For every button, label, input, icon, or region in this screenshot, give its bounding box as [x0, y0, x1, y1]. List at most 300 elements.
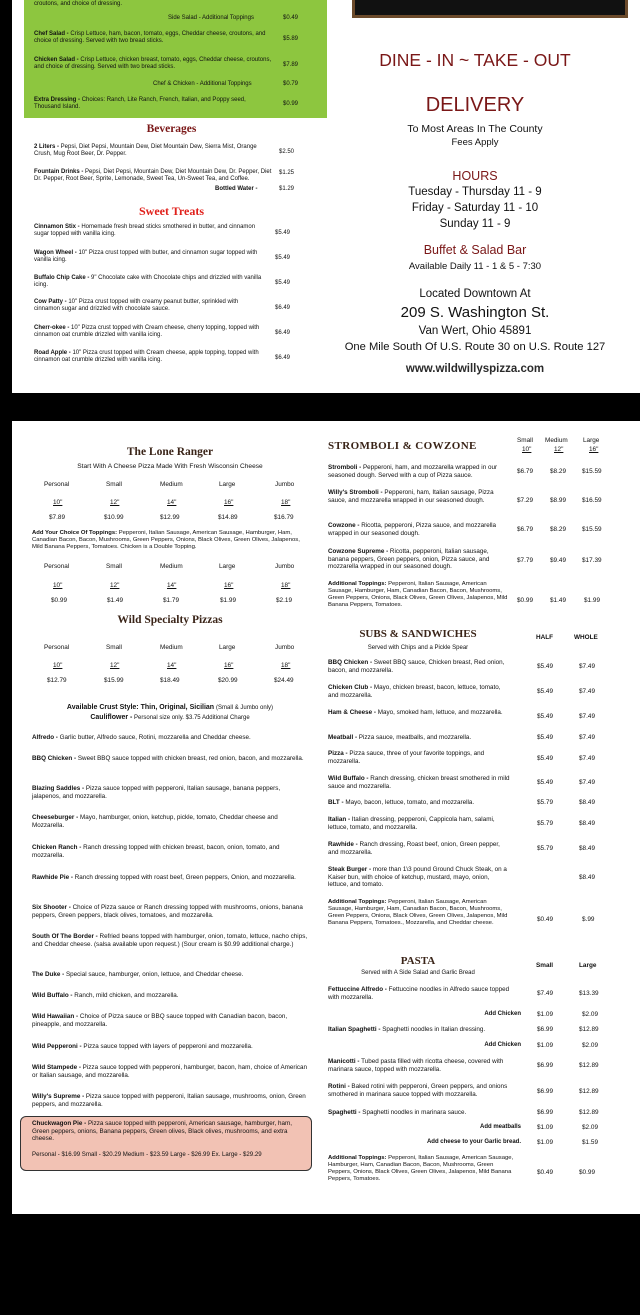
specialty-item	[32, 1013, 308, 1028]
treat-price: $5.49	[275, 280, 291, 286]
sub-item	[328, 866, 510, 889]
inch-small: 12"	[110, 582, 120, 589]
strom-col-small: Small	[517, 437, 533, 444]
strom-price-small: $6.79	[517, 526, 533, 533]
sub-item	[328, 684, 510, 699]
add-chicken-label: Add Chicken	[484, 1011, 521, 1017]
extra-dressing-price: $0.99	[283, 101, 299, 107]
size-medium: Medium	[160, 481, 183, 488]
specialty-desc: Pizza sauce topped with pepperoni, Italian sausage, banana peppers, jalapenos, and mozzarella.	[32, 785, 281, 800]
sub-name: Chicken Club -	[328, 684, 373, 691]
size-large: Large	[219, 644, 236, 651]
inch-medium: 14"	[167, 662, 177, 669]
strom-price-large: $15.59	[582, 468, 602, 475]
strom-name: Willy's Stromboli -	[328, 489, 383, 496]
topping-price-jumbo: $2.19	[276, 597, 292, 604]
liters-desc: Pepsi, Diet Pepsi, Mountain Dew, Diet Mountain Dew, Sierra Mist, Orange Crush, Mug Root Beer, Dr. Pepper.	[34, 144, 257, 157]
specialty-desc: Pizza sauce topped with layers of pepperoni and mozzarella.	[81, 1043, 253, 1050]
sub-item	[328, 775, 510, 790]
sub-desc: Italian dressing, pepperoni, Cappicola ham, salami, lettuce, tomato, and mozzarella.	[328, 816, 495, 831]
extra-dressing-name: Extra Dressing -	[34, 97, 81, 103]
sub-item	[328, 799, 510, 807]
add-chicken-large: $2.09	[582, 1011, 598, 1018]
inch-large: 16"	[224, 582, 234, 589]
sub-half-price: $5.49	[537, 779, 553, 786]
subs-half-label: HALF	[536, 634, 554, 641]
sub-half-price: $5.49	[537, 663, 553, 670]
sub-desc: more than 1\3 pound Ground Chuck Steak, on a Kaiser bun, with choice of ketchup, mustard, mayo, onion, lettuce, and tomato.	[328, 866, 507, 889]
add-chicken-large: $2.09	[582, 1042, 598, 1049]
treat-name: Buffalo Chip Cake -	[34, 275, 90, 281]
specialty-name: Cheeseburger -	[32, 814, 79, 821]
specialty-item	[32, 874, 308, 882]
sub-item	[328, 841, 510, 856]
lone-ranger-title: The Lone Ranger	[126, 446, 214, 458]
specialty-item	[32, 1043, 308, 1051]
specialty-item	[32, 933, 308, 948]
fountain-price: $1.25	[279, 170, 295, 176]
sub-whole-price: $.99	[582, 916, 595, 923]
specialty-desc: Special sauce, hamburger, onion, lettuce, and Cheddar cheese.	[64, 971, 244, 978]
price-jumbo: $16.79	[274, 514, 294, 521]
treat-price: $5.49	[275, 230, 291, 236]
sub-name: Italian -	[328, 816, 351, 823]
sub-name: Ham & Cheese -	[328, 709, 376, 716]
specialty-name: Willy's Supreme -	[32, 1093, 85, 1100]
hours-fri-sat: Friday - Saturday 11 - 10	[411, 202, 539, 214]
chuckwagon-prices: Personal - $16.99 Small - $20.29 Medium - $23.59 Large - $26.99 Ex. Large - $29.29	[32, 1151, 262, 1158]
strom-name: Additional Toppings:	[328, 581, 387, 587]
specialty-desc: Garlic butter, Alfredo sauce, Rotini, mozzarella and Cheddar cheese.	[57, 734, 251, 741]
pasta-small-label: Small	[536, 962, 554, 969]
wild-price-medium: $18.49	[160, 677, 180, 684]
side-salad-label: Side Salad - Additional Toppings	[168, 15, 254, 21]
city-address: Van Wert, Ohio 45891	[418, 325, 532, 337]
sub-name: BBQ Chicken -	[328, 659, 373, 666]
pasta-name: Rotini -	[328, 1083, 350, 1090]
specialty-desc: Sweet BBQ sauce topped with chicken breast, red onion, bacon, and mozzarella.	[76, 755, 304, 762]
pasta-item	[328, 1083, 518, 1098]
inch-personal: 10"	[53, 499, 63, 506]
side-salad-price: $0.49	[283, 15, 299, 21]
sub-half-price: $0.49	[537, 916, 553, 923]
inch-personal: 10"	[53, 582, 63, 589]
treat-desc: 9" Chocolate cake with Chocolate chips and drizzled with vanilla icing.	[34, 275, 262, 288]
treat-name: Wagon Wheel -	[34, 250, 77, 256]
salad-fragment: croutons, and choice of dressing.	[34, 1, 123, 7]
strom-price-small: $6.79	[517, 468, 533, 475]
sub-item	[328, 750, 510, 765]
specialty-name: Wild Stampede -	[32, 1064, 81, 1071]
strom-desc: Pepperoni, ham, and mozzarella wrapped in our seasoned dough. Served with a cup of Pizza sauce.	[328, 464, 498, 479]
wild-price-personal: $12.79	[47, 677, 67, 684]
sub-whole-price: $7.49	[579, 688, 595, 695]
strom-desc: Pepperoni, Italian Sausage, American Sausage, Hamburger, Ham, Canadian Bacon, Bacon, Mushrooms, Green Peppers, Onions, Black Olives, Green Olives, Jalapenos, Mild Banana Peppers, Tomatoes.	[328, 581, 508, 608]
extra-dressing-desc: Choices: Ranch, Lite Ranch, French, Italian, and Poppy seed, Thousand Island.	[34, 97, 246, 110]
pasta-price-large: $12.89	[579, 1026, 599, 1033]
treat-price: $6.49	[275, 330, 291, 336]
pasta-item	[328, 986, 518, 1001]
sub-whole-price: $7.49	[579, 755, 595, 762]
garlic-bread-large: $1.59	[582, 1139, 598, 1146]
topping-price-medium: $1.79	[163, 597, 179, 604]
cauliflower-note: Personal size only. $3.75 Additional Charge	[132, 715, 250, 721]
strom-price-small: $0.99	[517, 597, 533, 604]
pasta-price-large: $12.89	[579, 1109, 599, 1116]
strom-name: Cowzone -	[328, 522, 360, 529]
strom-item	[328, 581, 508, 609]
inch-small: 12"	[110, 662, 120, 669]
specialty-name: Six Shooter -	[32, 904, 71, 911]
specialty-desc: Choice of Pizza sauce or BBQ sauce topped with Canadian bacon, bacon, pineapple, and mozzarella.	[32, 1013, 288, 1028]
size-jumbo: Jumbo	[275, 563, 295, 570]
pasta-desc: Spaghetti noodles in marinara sauce.	[360, 1109, 467, 1116]
pasta-topping-large: $0.99	[579, 1169, 595, 1176]
sub-half-price: $5.79	[537, 820, 553, 827]
topping-price-personal: $0.99	[51, 597, 67, 604]
treat-name: Cherr-okee -	[34, 325, 70, 331]
chef-salad-price: $5.89	[283, 36, 299, 42]
hours-tue-thu: Tuesday - Thursday 11 - 9	[408, 186, 542, 198]
dine-take-out: DINE - IN ~ TAKE - OUT	[379, 50, 571, 70]
pasta-price-small: $6.99	[537, 1088, 553, 1095]
sub-whole-price: $8.49	[579, 820, 595, 827]
sub-whole-price: $8.49	[579, 845, 595, 852]
specialty-name: South Of The Border -	[32, 933, 98, 940]
hours-title: HOURS	[452, 169, 498, 183]
strom-col-large: Large	[583, 437, 600, 444]
strom-item	[328, 464, 508, 479]
strom-item	[328, 489, 508, 504]
size-small: Small	[106, 563, 122, 570]
route-directions: One Mile South Of U.S. Route 30 on U.S. Route 127	[344, 341, 606, 353]
chuckwagon-desc: Pizza sauce topped with pepperoni, American sausage, hamburger, ham, Green peppers, onions, Banana peppers, Green olives, Black olives, mushrooms, and extra cheese.	[32, 1120, 293, 1143]
treat-desc: 10" Pizza crust topped with Cream cheese, cherry topping, topped with cinnamon oat crumble drizzled with vanilla icing.	[34, 325, 260, 338]
treat-name: Cinnamon Stix -	[34, 224, 80, 230]
crust-style-note: (Small & Jumbo only)	[216, 705, 274, 711]
strom-name: Stromboli -	[328, 464, 362, 471]
specialty-desc: Pizza sauce topped with pepperoni, hamburger, bacon, ham, choice of American or Italian sausage, and mozzarella.	[32, 1064, 308, 1079]
toppings-desc: Pepperoni, Italian Sausage, American Sausage, Hamburger, Ham, Canadian Bacon, Bacon, Mushrooms, Green Peppers, Onions, Black Olives, Green Olives, Jalapenos, Mild Banana Peppers, Tomatoes. Chicken is a Double Topping.	[32, 530, 300, 550]
pasta-desc: Baked rotini with pepperoni, Green peppers, and onions smothered in marinara sauce topped with mozzarella.	[328, 1083, 508, 1098]
sub-whole-price: $7.49	[579, 713, 595, 720]
pasta-price-large: $13.39	[579, 990, 599, 997]
delivery-area: To Most Areas In The County	[407, 123, 543, 135]
delivery-title: DELIVERY	[425, 94, 525, 116]
inch-large: 16"	[224, 662, 234, 669]
cauliflower-label: Cauliflower -	[90, 714, 133, 721]
treat-price: $5.49	[275, 255, 291, 261]
pasta-item	[328, 1058, 518, 1073]
pasta-desc: Fettuccine noodles in Alfredo sauce topped with mozzarella.	[328, 986, 510, 1001]
delivery-fees: Fees Apply	[451, 137, 499, 148]
strom-price-small: $7.29	[517, 497, 533, 504]
sub-name: Meatball -	[328, 734, 358, 741]
strom-desc: Ricotta, pepperoni, Pizza sauce, and mozzarella wrapped in our seasoned dough.	[328, 522, 496, 537]
chicken-salad-name: Chicken Salad -	[34, 57, 79, 63]
pasta-price-small: $6.99	[537, 1062, 553, 1069]
size-small: Small	[106, 481, 122, 488]
specialty-name: The Duke -	[32, 971, 65, 978]
pasta-price-large: $12.89	[579, 1088, 599, 1095]
pasta-name: Additional Toppings:	[328, 1155, 387, 1161]
strom-price-large: $15.59	[582, 526, 602, 533]
sub-desc: Mayo, smoked ham, lettuce, and mozzarella.	[375, 709, 503, 716]
topping-price-small: $1.49	[107, 597, 123, 604]
sub-half-price: $5.49	[537, 688, 553, 695]
toppings-item	[32, 530, 310, 551]
chicken-salad-price: $7.89	[283, 62, 299, 68]
sub-name: Additional Toppings:	[328, 899, 387, 905]
sub-desc: Mayo, chicken breast, bacon, lettuce, tomato, and mozzarella.	[328, 684, 501, 699]
strom-price-large: $16.59	[582, 497, 602, 504]
beverages-title: Beverages	[146, 123, 197, 135]
add-chicken-small: $1.09	[537, 1042, 553, 1049]
cauliflower-option	[30, 714, 310, 721]
treat-name: Road Apple -	[34, 350, 71, 356]
inch-medium: 14"	[167, 582, 177, 589]
price-personal: $7.89	[49, 514, 65, 521]
specialty-name: Blazing Saddles -	[32, 785, 85, 792]
sub-item	[328, 734, 510, 742]
sub-half-price: $5.79	[537, 799, 553, 806]
pasta-name: Manicotti -	[328, 1058, 360, 1065]
size-personal: Personal	[44, 563, 70, 570]
specialty-desc: Mayo, hamburger, onion, ketchup, pickle, tomato, Cheddar cheese and Mozzarella.	[32, 814, 278, 829]
sub-whole-price: $7.49	[579, 734, 595, 741]
treat-desc: Homemade fresh bread sticks smothered in butter, and cinnamon sugar topped with vanilla icing.	[34, 224, 256, 237]
treat-price: $6.49	[275, 355, 291, 361]
add-chicken-small: $1.09	[537, 1011, 553, 1018]
add-chicken-label: Add Chicken	[484, 1042, 521, 1048]
pasta-name: Fettuccine Alfredo -	[328, 986, 387, 993]
chef-salad-desc: Crisp Lettuce, ham, bacon, tomato, eggs, Cheddar cheese, croutons, and choice of dressing. Served with two bread sticks.	[34, 31, 266, 44]
lone-ranger-sub: Start With A Cheese Pizza Made With Fresh Wisconsin Cheese	[77, 463, 263, 470]
specialty-name: Wild Hawaiian -	[32, 1013, 79, 1020]
size-personal: Personal	[44, 644, 70, 651]
strom-inch-small: 10"	[522, 446, 532, 453]
pasta-desc: Tubed pasta filled with ricotta cheese, covered with marinara sauce, topped with mozzarella.	[328, 1058, 504, 1073]
sub-half-price: $5.49	[537, 755, 553, 762]
sub-whole-price: $8.49	[579, 874, 595, 881]
pasta-desc: Pepperoni, Italian Sausage, American Sausage, Hamburger, Ham, Canadian Bacon, Bacon, Mushrooms, Green Peppers, Onions, Black Olives, Green Olives, Jalapenos, Mild Banana Peppers, Tomatoes.	[328, 1155, 514, 1182]
sub-desc: Pizza sauce, three of your favorite toppings, and mozzarella.	[328, 750, 485, 765]
chef-salad-name: Chef Salad -	[34, 31, 69, 37]
specialty-desc: Ranch dressing topped with roast beef, Green peppers, Onion, and mozzarella.	[72, 874, 296, 881]
liters-name: 2 Liters -	[34, 144, 60, 150]
stromboli-title: STROMBOLI & COWZONE	[328, 440, 477, 452]
strom-price-medium: $8.29	[550, 468, 566, 475]
garlic-bread-label: Add cheese to your Garlic bread.	[426, 1139, 521, 1145]
specialty-desc: Ranch dressing topped with chicken breast, bacon, onion, tomato, and mozzarella.	[32, 844, 280, 859]
sub-whole-price: $8.49	[579, 799, 595, 806]
pasta-price-small: $6.99	[537, 1026, 553, 1033]
sub-whole-price: $7.49	[579, 779, 595, 786]
pasta-price-large: $12.89	[579, 1062, 599, 1069]
sub-item	[328, 899, 510, 927]
pasta-item	[328, 1026, 522, 1034]
sub-item	[328, 816, 510, 831]
toppings-label: Add Your Choice Of Toppings:	[32, 530, 118, 536]
sweet-treats-title: Sweet Treats	[139, 204, 204, 218]
strom-price-medium: $1.49	[550, 597, 566, 604]
subs-whole-label: WHOLE	[574, 634, 598, 641]
specialty-item	[32, 1064, 308, 1079]
pasta-name: Spaghetti -	[328, 1109, 361, 1116]
inch-jumbo: 18"	[281, 499, 291, 506]
subs-title: SUBS & SANDWICHES	[359, 628, 477, 640]
treat-desc: 10" Pizza crust topped with creamy peanut butter, sprinkled with cinnamon sugar and drizzled with chocolate sauce.	[34, 299, 239, 312]
hours-sun: Sunday 11 - 9	[439, 218, 511, 230]
crust-style	[30, 704, 310, 711]
topping-price-large: $1.99	[220, 597, 236, 604]
specialty-item	[32, 904, 308, 919]
chef-chicken-price: $0.79	[283, 81, 299, 87]
specialty-name: Rawhide Pie -	[32, 874, 73, 881]
pasta-price-small: $7.49	[537, 990, 553, 997]
size-large: Large	[219, 481, 236, 488]
pasta-item	[328, 1109, 518, 1117]
specialty-item	[32, 814, 308, 829]
garlic-bread-small: $1.09	[537, 1139, 553, 1146]
pasta-large-label: Large	[579, 962, 597, 969]
specialty-item	[32, 755, 308, 763]
located-label: Located Downtown At	[419, 288, 531, 300]
sub-name: Wild Buffalo -	[328, 775, 369, 782]
strom-price-large: $17.39	[582, 557, 602, 564]
strom-inch-medium: 12"	[554, 446, 564, 453]
add-meatballs-small: $1.09	[537, 1124, 553, 1131]
size-personal: Personal	[44, 481, 70, 488]
specialty-item	[32, 971, 308, 979]
chuckwagon-name: Chuckwagon Pie -	[32, 1120, 87, 1127]
buffet-title: Buffet & Salad Bar	[423, 243, 527, 257]
buffet-hours: Available Daily 11 - 1 & 5 - 7:30	[408, 261, 542, 272]
inch-medium: 14"	[167, 499, 177, 506]
price-small: $10.99	[104, 514, 124, 521]
sub-name: Steak Burger -	[328, 866, 372, 873]
sub-item	[328, 659, 510, 674]
sub-half-price: $5.49	[537, 734, 553, 741]
liters-price: $2.50	[279, 149, 295, 155]
inch-jumbo: 18"	[281, 582, 291, 589]
sub-desc: Pepperoni, Italian Sausage, American Sausage, Hamburger, Ham, Canadian Bacon, Bacon, Mushrooms, Green Peppers, Onions, Black Olives, Green Olives, Jalapenos, Mild Banana Peppers, Tomatoes., Mozzarella, and Cheddar cheese.	[328, 899, 508, 926]
subs-served: Served with Chips and a Pickle Spear	[367, 645, 469, 651]
wild-price-large: $20.99	[218, 677, 238, 684]
crust-style-label: Available Crust Style: Thin, Original, Sicilian	[66, 704, 217, 711]
specialty-name: BBQ Chicken -	[32, 755, 77, 762]
inch-jumbo: 18"	[281, 662, 291, 669]
water-price: $1.29	[279, 186, 295, 192]
treat-price: $6.49	[275, 305, 291, 311]
chicken-salad-desc: Crisp Lettuce, chicken breast, tomato, eggs, Cheddar cheese, croutons, and choice of dressing. Served with two bread sticks.	[34, 57, 272, 70]
specialty-name: Wild Buffalo -	[32, 992, 73, 999]
specialty-item	[32, 785, 308, 800]
pasta-desc: Spaghetti noodles in Italian dressing.	[380, 1026, 486, 1033]
sub-name: Rawhide -	[328, 841, 358, 848]
add-meatballs-large: $2.09	[582, 1124, 598, 1131]
strom-price-large: $1.99	[584, 597, 600, 604]
chef-chicken-label: Chef & Chicken - Additional Toppings	[153, 81, 252, 87]
chuckwagon-item	[32, 1120, 308, 1143]
sub-name: BLT -	[328, 799, 344, 806]
size-medium: Medium	[160, 644, 183, 651]
sub-half-price: $5.49	[537, 713, 553, 720]
water-label: Bottled Water -	[215, 186, 258, 192]
fountain-desc: Pepsi, Diet Pepsi, Mountain Dew, Diet Mountain Dew, Dr. Pepper, Diet Dr. Pepper, Root Beer, Sprite, Lemonade, Sweet Tea, Un-Sweet Tea, and Coffee.	[34, 169, 272, 182]
specialty-name: Wild Pepperoni -	[32, 1043, 82, 1050]
strom-price-small: $7.79	[517, 557, 533, 564]
add-meatballs-label: Add meatballs	[479, 1124, 521, 1130]
pasta-topping-small: $0.49	[537, 1169, 553, 1176]
strom-inch-large: 16"	[589, 446, 599, 453]
specialty-desc: Pizza sauce topped with pepperoni, Italian sausage, mushrooms, onion, Green peppers, and mozzarella.	[32, 1093, 306, 1108]
sub-name: Pizza -	[328, 750, 348, 757]
size-jumbo: Jumbo	[275, 644, 295, 651]
treat-name: Cow Patty -	[34, 299, 67, 305]
treat-desc: 10" Pizza crust topped with butter, and cinnamon sugar topped with vanilla icing.	[34, 250, 258, 263]
pasta-item	[328, 1155, 518, 1183]
sub-desc: Pizza sauce, meatballs, and mozzarella.	[357, 734, 472, 741]
price-large: $14.89	[218, 514, 238, 521]
wild-price-jumbo: $24.49	[274, 677, 294, 684]
sub-desc: Sweet BBQ sauce, Chicken breast, Red onion, bacon, and mozzarella.	[328, 659, 505, 674]
pasta-title: PASTA	[400, 955, 436, 967]
strom-col-medium: Medium	[545, 437, 568, 444]
specialty-item	[32, 734, 308, 742]
sub-desc: Ranch dressing, Roast beef, onion, Green pepper, and mozzarella.	[328, 841, 500, 856]
strom-desc: Ricotta, pepperoni, Italian sausage, banana peppers, Green peppers, onion, Pizza sauce, and mozzarella wrapped in our seasoned dough.	[328, 548, 490, 571]
specialty-item	[32, 992, 308, 1000]
price-medium: $12.99	[160, 514, 180, 521]
sub-desc: Mayo, bacon, lettuce, tomato, and mozzarella.	[343, 799, 475, 806]
strom-item	[328, 522, 508, 537]
inch-small: 12"	[110, 499, 120, 506]
strom-price-medium: $9.49	[550, 557, 566, 564]
specialty-desc: Choice of Pizza sauce or Ranch dressing topped with mushrooms, onions, banana peppers, Green peppers, black olives, tomatoes, and mozzarella.	[32, 904, 303, 919]
specialty-name: Alfredo -	[32, 734, 58, 741]
specialty-name: Chicken Ranch -	[32, 844, 82, 851]
specialty-item	[32, 844, 308, 859]
inch-large: 16"	[224, 499, 234, 506]
inch-personal: 10"	[53, 662, 63, 669]
pasta-price-small: $6.99	[537, 1109, 553, 1116]
sub-item	[328, 709, 510, 717]
wild-price-small: $15.99	[104, 677, 124, 684]
sub-whole-price: $7.49	[579, 663, 595, 670]
strom-desc: Pepperoni, ham, Italian sausage, Pizza sauce, and mozzarella wrapped in our seasoned dough.	[328, 489, 494, 504]
sub-desc: Ranch dressing, chicken breast smothered in mild sauce and mozzarella.	[328, 775, 510, 790]
strom-item	[328, 548, 508, 571]
size-small: Small	[106, 644, 122, 651]
pasta-name: Italian Spaghetti -	[328, 1026, 381, 1033]
wild-specialty-title: Wild Specialty Pizzas	[117, 614, 223, 626]
strom-name: Cowzone Supreme -	[328, 548, 389, 555]
specialty-item	[32, 1093, 308, 1108]
size-medium: Medium	[160, 563, 183, 570]
specialty-desc: Refried beans topped with hamburger, onion, tomato, lettuce, nacho chips, and Cheddar cheese. (salsa available upon request.) (Sour cream is $0.99 additional charge.)	[32, 933, 308, 948]
pasta-served: Served with A Side Salad and Garlic Bread	[361, 970, 475, 976]
strom-price-medium: $8.99	[550, 497, 566, 504]
fountain-name: Fountain Drinks -	[34, 169, 84, 175]
sub-half-price: $5.79	[537, 845, 553, 852]
specialty-desc: Ranch, mild chicken, and mozzarella.	[72, 992, 179, 999]
size-large: Large	[219, 563, 236, 570]
website-link[interactable]: www.wildwillyspizza.com	[405, 363, 545, 375]
size-jumbo: Jumbo	[275, 481, 295, 488]
treat-desc: 10" Pizza crust topped with Cream cheese, apple topping, topped with cinnamon oat crumble drizzled with vanilla icing.	[34, 350, 259, 363]
street-address: 209 S. Washington St.	[400, 304, 550, 321]
